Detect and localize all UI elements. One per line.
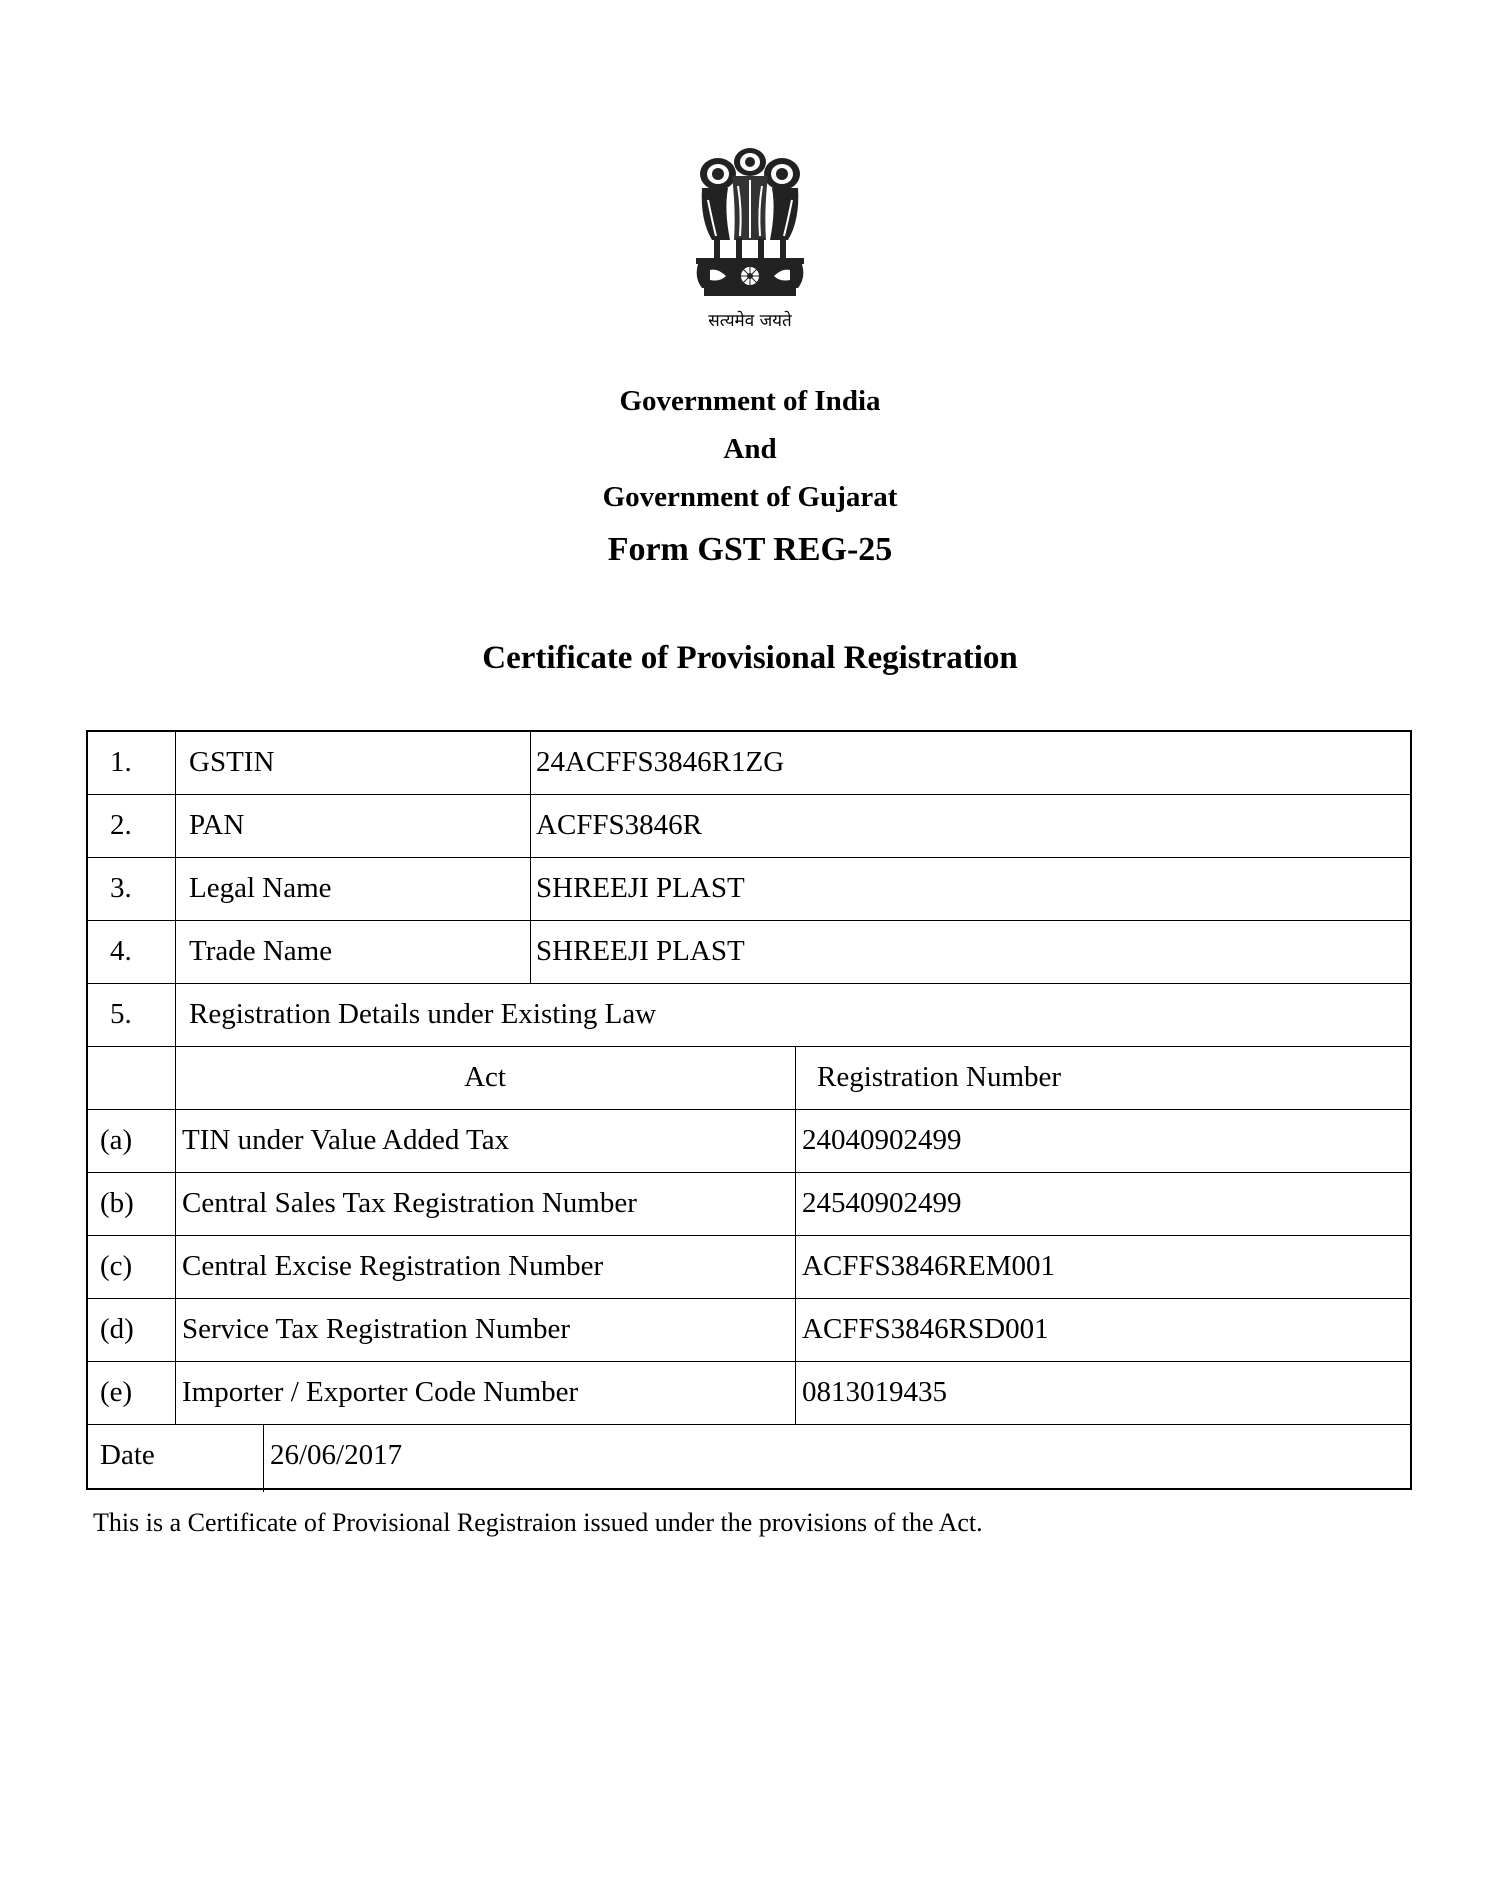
row-e-number: (e) (100, 1376, 133, 1408)
act-column-header: Act (464, 1061, 506, 1093)
certificate-footer-note: This is a Certificate of Provisional Registraion issued under the provisions of the Act. (93, 1508, 983, 1537)
row-b-act: Central Sales Tax Registration Number (182, 1187, 637, 1219)
row-b-registration: 24540902499 (802, 1187, 962, 1219)
row-5-label: Registration Details under Existing Law (189, 998, 657, 1030)
heading-government-of-india: Government of India (619, 385, 881, 417)
row-3-label: Legal Name (189, 872, 332, 904)
row-c-act: Central Excise Registration Number (182, 1250, 604, 1282)
row-5-number: 5. (110, 998, 132, 1030)
pan-value: ACFFS3846R (536, 809, 703, 841)
row-4-number: 4. (110, 935, 132, 967)
row-4-label: Trade Name (189, 935, 333, 967)
emblem-motto: सत्यमेव जयते (708, 311, 792, 331)
row-c-registration: ACFFS3846REM001 (802, 1250, 1056, 1282)
registration-table (86, 730, 1412, 1490)
trade-name-value: SHREEJI PLAST (536, 935, 745, 967)
heading-government-of-gujarat: Government of Gujarat (602, 481, 898, 513)
registration-number-column-header: Registration Number (817, 1061, 1062, 1093)
row-a-registration: 24040902499 (802, 1124, 962, 1156)
row-d-act: Service Tax Registration Number (182, 1313, 571, 1345)
row-e-registration: 0813019435 (802, 1376, 947, 1408)
row-a-act: TIN under Value Added Tax (182, 1124, 510, 1156)
certificate-title: Certificate of Provisional Registration (482, 640, 1018, 676)
row-a-number: (a) (100, 1124, 133, 1156)
state-emblem-of-india-icon (680, 140, 820, 310)
row-e-act: Importer / Exporter Code Number (182, 1376, 579, 1408)
legal-name-value: SHREEJI PLAST (536, 872, 745, 904)
row-1-label: GSTIN (189, 746, 275, 778)
row-2-label: PAN (189, 809, 245, 841)
date-value: 26/06/2017 (270, 1439, 403, 1471)
row-1-number: 1. (110, 746, 132, 778)
gstin-value: 24ACFFS3846R1ZG (536, 746, 785, 778)
form-number: Form GST REG-25 (607, 531, 893, 568)
heading-and: And (723, 433, 777, 465)
row-d-number: (d) (100, 1313, 134, 1345)
row-d-registration: ACFFS3846RSD001 (802, 1313, 1049, 1345)
row-c-number: (c) (100, 1250, 133, 1282)
row-2-number: 2. (110, 809, 132, 841)
date-label: Date (100, 1439, 155, 1471)
row-b-number: (b) (100, 1187, 134, 1219)
row-3-number: 3. (110, 872, 132, 904)
